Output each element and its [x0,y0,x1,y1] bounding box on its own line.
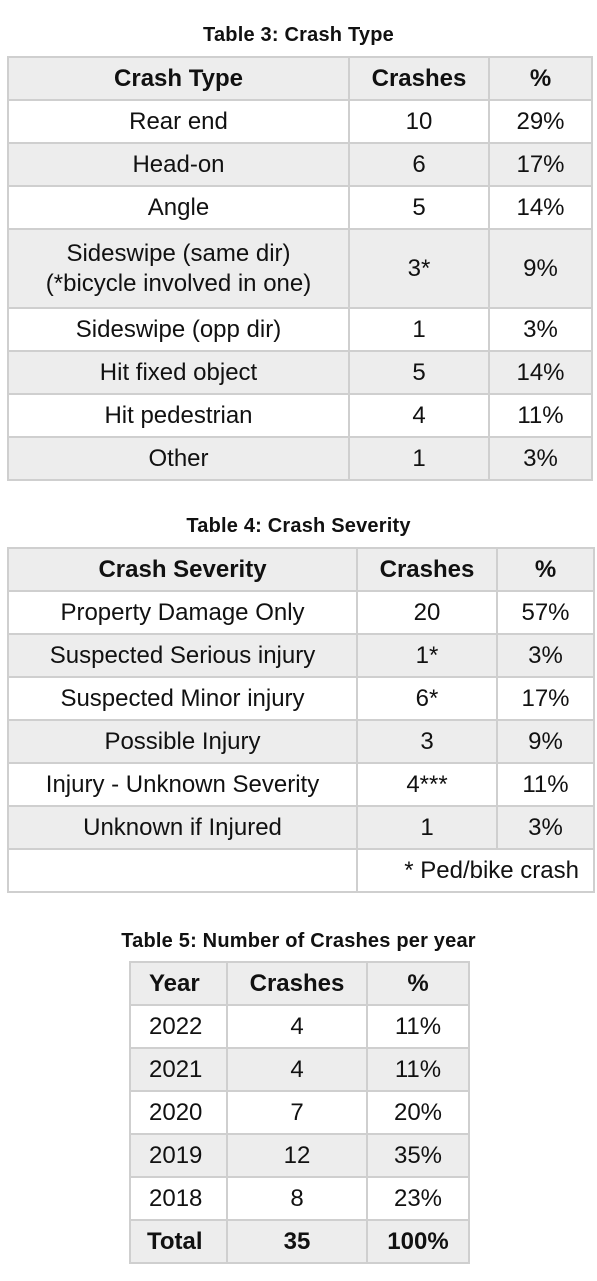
crashes-per-year-table [129,961,470,1264]
severity-cell: Possible Injury [8,720,357,763]
table3-caption: Table 3: Crash Type [203,24,394,46]
severity-cell: Suspected Minor injury [8,677,357,720]
percent-cell: 3% [497,806,594,849]
crash-type-cell: Hit fixed object [8,351,349,394]
year-cell: 2018 [130,1177,227,1220]
header-percent: % [489,57,592,100]
table-row [8,437,592,480]
table-row [130,1134,469,1177]
crashes-cell: 1* [357,634,497,677]
crashes-cell: 6 [349,143,489,186]
crashes-cell: 1 [357,806,497,849]
percent-cell: 3% [489,308,592,351]
percent-cell: 9% [489,229,592,308]
header-crash-type: Crash Type [8,57,349,100]
percent-cell: 3% [497,634,594,677]
percent-cell: 17% [489,143,592,186]
percent-cell: 3% [489,437,592,480]
percent-cell: 14% [489,186,592,229]
table5-caption: Table 5: Number of Crashes per year [121,930,476,952]
crashes-cell: 6* [357,677,497,720]
total-crashes-cell: 35 [227,1220,367,1263]
crashes-cell: 4 [349,394,489,437]
severity-cell: Property Damage Only [8,591,357,634]
table-row [8,634,594,677]
table-row [130,1005,469,1048]
crashes-cell: 1 [349,437,489,480]
crashes-cell: 8 [227,1177,367,1220]
table-header-row [8,57,592,100]
header-crashes: Crashes [349,57,489,100]
crash-type-table [7,56,593,481]
crash-type-cell [8,229,349,308]
crashes-cell: 10 [349,100,489,143]
table-row [8,806,594,849]
crash-type-cell: Hit pedestrian [8,394,349,437]
table-row [8,591,594,634]
percent-cell: 11% [367,1005,469,1048]
crash-type-cell: Rear end [8,100,349,143]
table-row [8,100,592,143]
crashes-cell: 4 [227,1048,367,1091]
table-row [8,394,592,437]
crash-type-cell: Angle [8,186,349,229]
percent-cell: 23% [367,1177,469,1220]
table-header-row [8,548,594,591]
header-year: Year [130,962,227,1005]
header-crash-severity: Crash Severity [8,548,357,591]
crash-type-cell: Other [8,437,349,480]
empty-cell [8,849,357,892]
total-percent-cell: 100% [367,1220,469,1263]
percent-cell: 9% [497,720,594,763]
table-row [8,720,594,763]
table-row [8,308,592,351]
table-row [8,229,592,308]
percent-cell: 14% [489,351,592,394]
header-crashes: Crashes [357,548,497,591]
crashes-cell: 3* [349,229,489,308]
crashes-cell: 5 [349,351,489,394]
table-row [8,763,594,806]
crashes-cell: 5 [349,186,489,229]
crashes-cell: 3 [357,720,497,763]
table-row [130,1048,469,1091]
percent-cell: 29% [489,100,592,143]
header-percent: % [497,548,594,591]
table-row [8,351,592,394]
crashes-cell: 4 [227,1005,367,1048]
year-cell: 2019 [130,1134,227,1177]
percent-cell: 11% [367,1048,469,1091]
percent-cell: 20% [367,1091,469,1134]
severity-cell: Unknown if Injured [8,806,357,849]
table-header-row [130,962,469,1005]
footnote-cell: * Ped/bike crash [357,849,594,892]
percent-cell: 57% [497,591,594,634]
total-row [130,1220,469,1263]
severity-cell: Injury - Unknown Severity [8,763,357,806]
header-percent: % [367,962,469,1005]
table-row [8,143,592,186]
table-row [8,677,594,720]
year-cell: 2022 [130,1005,227,1048]
percent-cell: 17% [497,677,594,720]
table-row [8,186,592,229]
crashes-cell: 7 [227,1091,367,1134]
table-row [130,1091,469,1134]
crash-severity-table [7,547,595,893]
year-cell: 2021 [130,1048,227,1091]
table-row [130,1177,469,1220]
crash-type-line1: Sideswipe (same dir) [66,239,291,267]
total-label-cell: Total [130,1220,227,1263]
crash-type-cell: Sideswipe (opp dir) [8,308,349,351]
percent-cell: 35% [367,1134,469,1177]
crash-type-line2: (*bicycle involved in one) [45,269,312,297]
severity-cell: Suspected Serious injury [8,634,357,677]
percent-cell: 11% [497,763,594,806]
crashes-cell: 4*** [357,763,497,806]
header-crashes: Crashes [227,962,367,1005]
crashes-cell: 12 [227,1134,367,1177]
crash-type-cell: Head-on [8,143,349,186]
percent-cell: 11% [489,394,592,437]
footnote-row [8,849,594,892]
crashes-cell: 20 [357,591,497,634]
table4-caption: Table 4: Crash Severity [186,515,411,537]
crashes-cell: 1 [349,308,489,351]
year-cell: 2020 [130,1091,227,1134]
